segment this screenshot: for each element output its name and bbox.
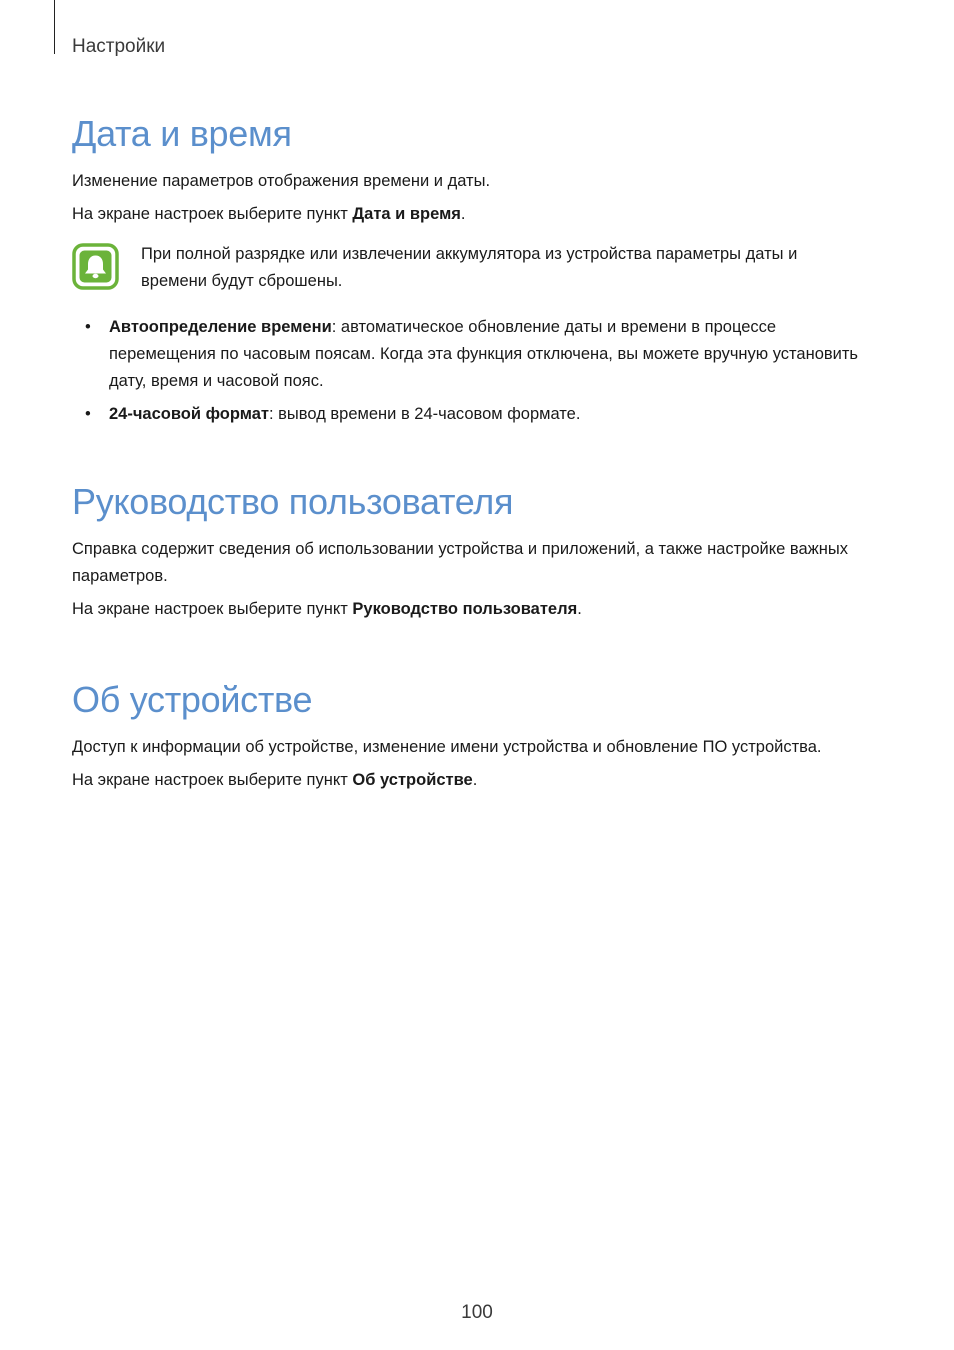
feature-list bbox=[72, 314, 882, 434]
bell-icon bbox=[72, 243, 119, 290]
instruction-suffix: . bbox=[460, 205, 466, 223]
instruction-suffix: . bbox=[577, 600, 582, 618]
section-user-manual bbox=[72, 481, 882, 623]
section-instruction bbox=[72, 767, 882, 794]
section-date-time bbox=[72, 113, 882, 228]
note-text: При полной разрядке или извлечении аккумулятора из устройства параметры даты и времени будут сброшены. bbox=[141, 245, 798, 290]
page-number: 100 bbox=[461, 1302, 493, 1323]
page-edge-rule bbox=[54, 0, 55, 54]
section-instruction bbox=[72, 201, 882, 228]
section-description: Справка содержит сведения об использовании устройства и приложений, а также настройке важных параметров. bbox=[72, 540, 848, 585]
instruction-menu-item: Об устройстве bbox=[352, 771, 473, 789]
section-title: Об устройстве bbox=[72, 679, 313, 720]
instruction-suffix: . bbox=[472, 771, 478, 789]
bullet-marker: • bbox=[85, 318, 91, 336]
item-term: 24-часовой формат bbox=[109, 405, 269, 423]
instruction-menu-item: Дата и время bbox=[352, 205, 461, 223]
section-description: Изменение параметров отображения времени и даты. bbox=[72, 172, 491, 190]
section-instruction bbox=[72, 596, 882, 623]
item-text: : автоматическое обновление даты и времени в процессе перемещения по часовым поясам. Когда эта функция отключена, вы можете вручную установить дату, время и часовой пояс. bbox=[109, 318, 859, 390]
item-text: : вывод времени в 24-часовом формате. bbox=[269, 405, 581, 423]
instruction-prefix: На экране настроек выберите пункт bbox=[72, 771, 353, 789]
bullet-marker: • bbox=[85, 405, 91, 423]
list-item bbox=[72, 314, 882, 395]
instruction-prefix: На экране настроек выберите пункт bbox=[72, 600, 353, 618]
item-term: Автоопределение времени bbox=[109, 318, 332, 336]
section-about-device bbox=[72, 679, 882, 794]
section-title: Дата и время bbox=[72, 113, 292, 154]
instruction-prefix: На экране настроек выберите пункт bbox=[72, 205, 353, 223]
running-header: Настройки bbox=[72, 36, 166, 57]
list-item bbox=[72, 401, 882, 428]
instruction-menu-item: Руководство пользователя bbox=[352, 600, 578, 618]
section-title: Руководство пользователя bbox=[72, 481, 514, 522]
section-description: Доступ к информации об устройстве, изменение имени устройства и обновление ПО устройства. bbox=[72, 738, 822, 756]
